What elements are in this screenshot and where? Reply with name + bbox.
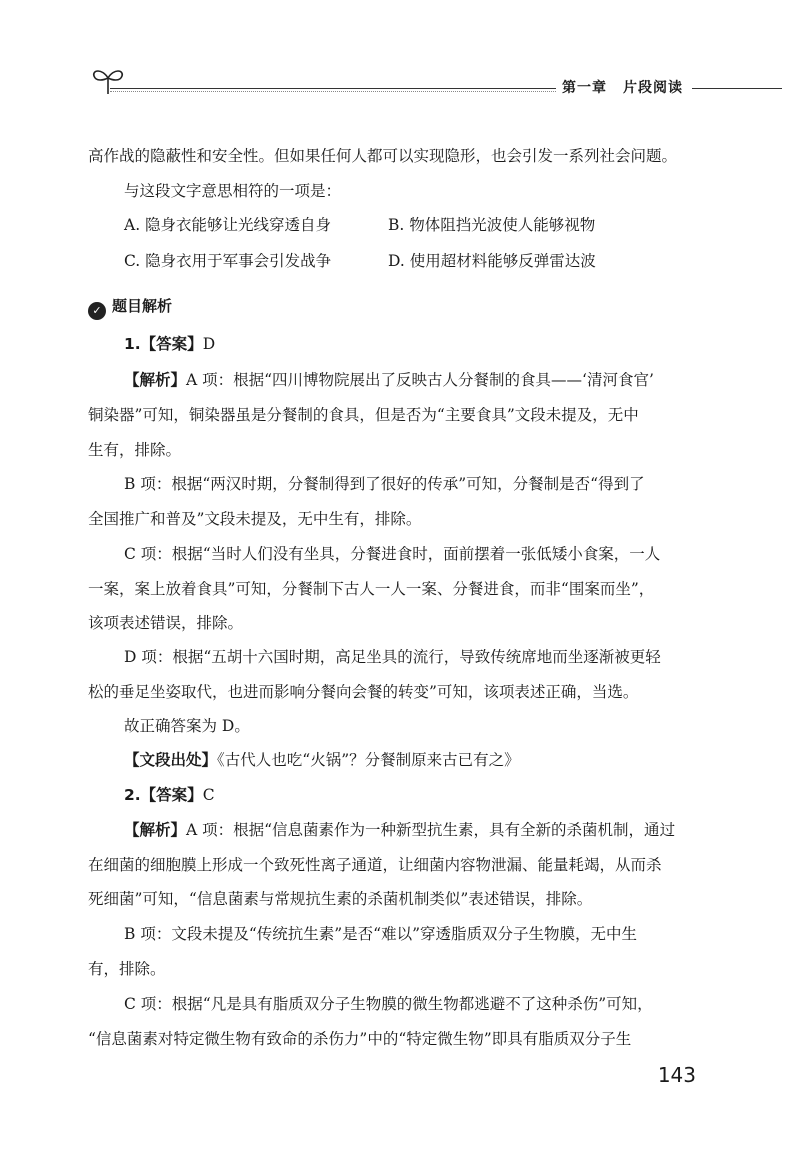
chapter-label: 第一章 片段阅读	[556, 77, 689, 97]
option-b: B. 物体阻挡光波使人能够视物	[388, 216, 596, 234]
q1-conclusion: 故正确答案为 D。	[124, 717, 250, 735]
q2-analysis-c-line2: “信息菌素对特定微生物有致命的杀伤力”中的“特定微生物”即具有脂质双分子生	[88, 1030, 632, 1048]
header-rule	[110, 88, 630, 89]
question-tail-line: 高作战的隐蔽性和安全性。但如果任何人都可以实现隐形，也会引发一系列社会问题。	[88, 147, 678, 165]
q2-analysis-c-line1: C 项：根据“凡是具有脂质双分子生物膜的微生物都逃避不了这种杀伤”可知，	[124, 995, 653, 1013]
running-header	[88, 60, 700, 100]
q1-analysis-a-line2: 铜染器”可知，铜染器虽是分餐制的食具，但是否为“主要食具”文段未提及，无中	[88, 406, 639, 424]
q2-analysis-a-line3: 死细菌”可知，“信息菌素与常规抗生素的杀菌机制类似”表述错误，排除。	[88, 890, 593, 908]
analysis-icon: ✓	[88, 302, 106, 320]
q1-analysis-d-line2: 松的垂足坐姿取代，也进而影响分餐向会餐的转变”可知，该项表述正确，当选。	[88, 683, 639, 701]
q2-analysis-b-line2: 有，排除。	[88, 960, 166, 978]
q1-analysis-c-line1: C 项：根据“当时人们没有坐具，分餐进食时，面前摆着一张低矮小食案，一人	[124, 545, 661, 563]
q2-answer: 2.【答案】C	[124, 786, 215, 804]
q2-analysis-a-line1: 【解析】A 项：根据“信息菌素作为一种新型抗生素，具有全新的杀菌机制，通过	[124, 821, 676, 839]
option-a: A. 隐身衣能够让光线穿透自身	[124, 216, 332, 234]
q1-analysis-a-line3: 生有，排除。	[88, 441, 182, 459]
q1-analysis-a-line1: 【解析】A 项：根据“四川博物院展出了反映古人分餐制的食具——‘清河食官’	[124, 371, 654, 389]
q2-analysis-b-line1: B 项：文段未提及“传统抗生素”是否“难以”穿透脂质双分子生物膜，无中生	[124, 925, 638, 943]
header-rule-right	[692, 88, 782, 89]
q1-analysis-c-line3: 该项表述错误，排除。	[88, 614, 244, 632]
option-d: D. 使用超材料能够反弹雷达波	[388, 252, 596, 270]
header-rule-dotted	[110, 91, 630, 92]
q1-analysis-c-line2: 一案，案上放着食具”可知，分餐制下古人一人一案、分餐进食，而非“围案而坐”，	[88, 580, 655, 598]
question-prompt: 与这段文字意思相符的一项是：	[124, 182, 342, 200]
q1-analysis-b-line1: B 项：根据“两汉时期，分餐制得到了很好的传承”可知，分餐制是否“得到了	[124, 475, 645, 493]
q1-analysis-d-line1: D 项：根据“五胡十六国时期，高足坐具的流行，导致传统席地而坐逐渐被更轻	[124, 648, 661, 666]
q2-analysis-a-line2: 在细菌的细胞膜上形成一个致死性离子通道，让细菌内容物泄漏、能量耗竭，从而杀	[88, 856, 662, 874]
q1-source: 【文段出处】《古代人也吃“火锅”？分餐制原来古已有之》	[124, 751, 520, 769]
q1-analysis-b-line2: 全国推广和普及”文段未提及，无中生有，排除。	[88, 510, 422, 528]
option-c: C. 隐身衣用于军事会引发战争	[124, 252, 332, 270]
analysis-heading: ✓ 题目解析	[88, 295, 172, 320]
q1-answer: 1.【答案】D	[124, 335, 216, 353]
page-number: 143	[657, 1063, 696, 1087]
